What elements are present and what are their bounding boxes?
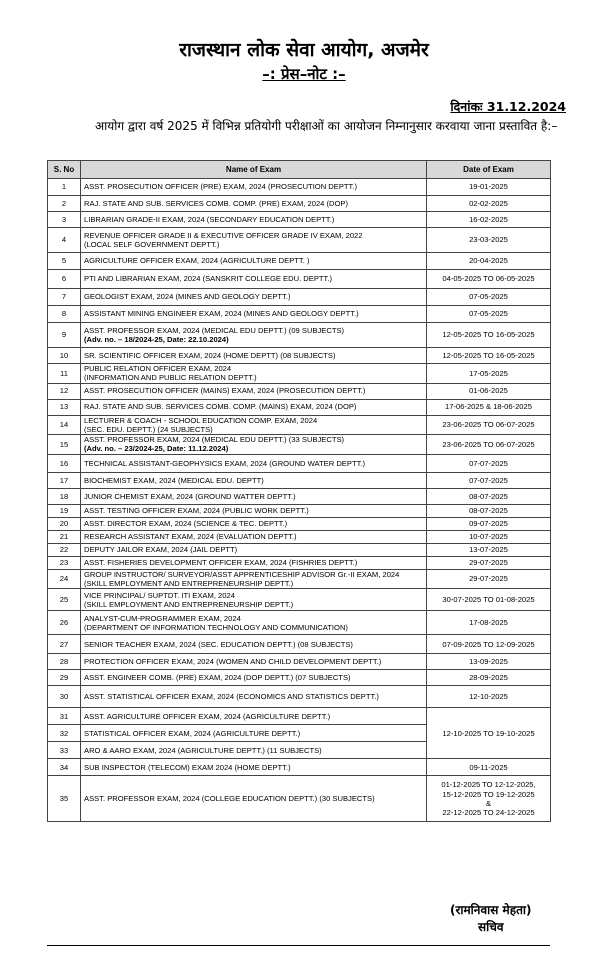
page-title: राजस्थान लोक सेवा आयोग, अजमेर — [179, 39, 429, 61]
exam-date-line: 23-06-2025 TO 06-07-2025 — [442, 439, 535, 449]
row-exam-name — [81, 399, 427, 415]
table-row — [48, 708, 551, 725]
row-sno: 7 — [48, 289, 81, 306]
row-exam-name — [81, 270, 427, 289]
row-exam-date — [427, 488, 551, 504]
row-sno: 16 — [48, 454, 81, 472]
row-sno: 27 — [48, 635, 81, 654]
row-exam-name — [81, 686, 427, 708]
row-exam-name — [81, 759, 427, 776]
exam-name-line: GEOLOGIST EXAM, 2024 (MINES AND GEOLOGY DEPTT.) — [84, 292, 291, 302]
signatory-designation: सचिव — [477, 920, 504, 934]
table-row — [48, 517, 551, 530]
exam-date-line: 02-02-2025 — [469, 198, 508, 208]
exam-name-line: ARO & AARO EXAM, 2024 (AGRICULTURE DEPTT.) (11 SUBJECTS) — [84, 745, 322, 755]
row-sno: 17 — [48, 472, 81, 488]
exam-date-line: 07-07-2025 — [469, 475, 508, 485]
exam-name-line: TECHNICAL ASSISTANT-GEOPHYSICS EXAM, 2024 (GROUND WATER DEPTT.) — [84, 458, 366, 468]
row-exam-date — [427, 435, 551, 455]
row-sno: 4 — [48, 228, 81, 253]
row-exam-date — [427, 635, 551, 654]
row-sno: 6 — [48, 270, 81, 289]
row-exam-date — [427, 686, 551, 708]
exam-name-line: JUNIOR CHEMIST EXAM, 2024 (GROUND WATTER DEPTT.) — [84, 491, 296, 501]
exam-name-line: ASST. FISHERIES DEVELOPMENT OFFICER EXAM, 2024 (FISHRIES DEPTT.) — [84, 558, 358, 568]
exam-date-line: 28-09-2025 — [469, 673, 508, 683]
exam-date-line: 08-07-2025 — [469, 506, 508, 516]
exam-name-line: PTI AND LIBRARIAN EXAM, 2024 (SANSKRIT COLLEGE EDU. DEPTT.) — [84, 274, 332, 284]
table-row — [48, 348, 551, 364]
header-exam-date: Date of Exam — [427, 161, 551, 179]
table-row — [48, 306, 551, 323]
exam-name-line: (SEC. EDU. DEPTT.) (24 SUBJECTS) — [84, 424, 213, 434]
exam-name-line: SUB INSPECTOR (TELECOM) EXAM 2024 (HOME DEPTT.) — [84, 762, 291, 772]
row-sno: 18 — [48, 488, 81, 504]
exam-date-line: 07-05-2025 — [469, 309, 508, 319]
row-sno: 15 — [48, 435, 81, 455]
row-exam-name — [81, 435, 427, 455]
table-row — [48, 323, 551, 348]
table-row — [48, 589, 551, 611]
exam-name-line: ASST. PROSECUTION OFFICER (PRE) EXAM, 2024 (PROSECUTION DEPTT.) — [84, 182, 357, 192]
exam-date-line: 07-05-2025 — [469, 292, 508, 302]
header-exam-name: Name of Exam — [81, 161, 427, 179]
exam-name-line: BIOCHEMIST EXAM, 2024 (MEDICAL EDU. DEPTT) — [84, 475, 264, 485]
row-sno: 29 — [48, 670, 81, 686]
row-exam-name — [81, 569, 427, 589]
row-sno: 5 — [48, 253, 81, 270]
row-sno: 14 — [48, 415, 81, 435]
table-header-row — [48, 161, 551, 179]
row-sno: 23 — [48, 556, 81, 569]
exam-name-line: (LOCAL SELF GOVERNMENT DEPTT.) — [84, 240, 220, 249]
exam-name-line: LECTURER & COACH - SCHOOL EDUCATION COMP. EXAM, 2024 — [84, 415, 318, 425]
exam-date-line: 12-10-2025 TO 19-10-2025 — [442, 728, 535, 738]
row-sno: 20 — [48, 517, 81, 530]
row-exam-name — [81, 323, 427, 348]
row-exam-name — [81, 253, 427, 270]
row-exam-name — [81, 415, 427, 435]
row-exam-name — [81, 556, 427, 569]
signature-block — [450, 902, 532, 936]
exam-date-line: 10-07-2025 — [469, 532, 508, 542]
row-exam-date — [427, 589, 551, 611]
table-row — [48, 635, 551, 654]
exam-name-line: RAJ. STATE AND SUB. SERVICES COMB. COMP. (MAINS) EXAM, 2024 (DOP) — [84, 402, 357, 412]
exam-name-line: PROTECTION OFFICER EXAM, 2024 (WOMEN AND CHILD DEVELOPMENT DEPTT.) — [84, 657, 382, 667]
row-sno: 33 — [48, 742, 81, 759]
exam-date-line: 23-03-2025 — [469, 235, 508, 245]
signatory-name: (रामनिवास मेहता) — [450, 903, 532, 917]
exam-date-line: 01-12-2025 TO 12-12-2025, — [441, 780, 536, 790]
exam-name-line: ASSISTANT MINING ENGINEER EXAM, 2024 (MINES AND GEOLOGY DEPTT.) — [84, 309, 359, 319]
notice-date: दिनांकः 31.12.2024 — [450, 99, 566, 114]
exam-name-line: ASST. PROSECUTION OFFICER (MAINS) EXAM, 2024 (PROSECUTION DEPTT.) — [84, 386, 366, 396]
row-exam-name — [81, 504, 427, 517]
row-sno: 22 — [48, 543, 81, 556]
exam-date-line: 12-05-2025 TO 16-05-2025 — [442, 350, 535, 360]
row-sno: 26 — [48, 611, 81, 635]
row-exam-date — [427, 611, 551, 635]
row-exam-date — [427, 179, 551, 196]
row-sno: 19 — [48, 504, 81, 517]
row-exam-name — [81, 776, 427, 822]
row-sno: 31 — [48, 708, 81, 725]
exam-date-line: 07-09-2025 TO 12-09-2025 — [442, 639, 535, 649]
row-exam-name — [81, 517, 427, 530]
row-exam-name — [81, 708, 427, 725]
row-sno: 12 — [48, 383, 81, 399]
row-exam-date — [427, 708, 551, 759]
exam-name-line: SR. SCIENTIFIC OFFICER EXAM, 2024 (HOME DEPTT) (08 SUBJECTS) — [84, 350, 336, 360]
row-exam-date — [427, 415, 551, 435]
row-sno: 28 — [48, 654, 81, 670]
row-exam-date — [427, 348, 551, 364]
table-row — [48, 415, 551, 435]
exam-date-line: 12-10-2025 — [469, 692, 508, 702]
row-sno: 9 — [48, 323, 81, 348]
exam-date-line: 20-04-2025 — [469, 256, 508, 266]
row-exam-name — [81, 212, 427, 228]
row-sno: 1 — [48, 179, 81, 196]
row-sno: 13 — [48, 399, 81, 415]
row-sno: 3 — [48, 212, 81, 228]
exam-date-line: 17-05-2025 — [469, 368, 508, 378]
row-sno: 10 — [48, 348, 81, 364]
row-sno: 2 — [48, 196, 81, 212]
table-row — [48, 686, 551, 708]
row-exam-name — [81, 228, 427, 253]
exam-date-line: 23-06-2025 TO 06-07-2025 — [442, 420, 535, 430]
row-sno: 24 — [48, 569, 81, 589]
row-exam-date — [427, 670, 551, 686]
row-sno: 35 — [48, 776, 81, 822]
row-exam-name — [81, 589, 427, 611]
row-exam-date — [427, 530, 551, 543]
table-row — [48, 611, 551, 635]
header-sno: S. No — [48, 161, 81, 179]
exam-name-line: VICE PRINCIPAL/ SUPTDT. ITI EXAM, 2024 — [84, 590, 235, 600]
row-exam-name — [81, 742, 427, 759]
exam-date-line: 12-05-2025 TO 16-05-2025 — [442, 330, 535, 340]
exam-date-line: 19-01-2025 — [469, 182, 508, 192]
exam-name-line: ASST. PROFESSOR EXAM, 2024 (MEDICAL EDU DEPTT.) (09 SUBJECTS) — [84, 325, 345, 335]
exam-name-line: ASST. PROFESSOR EXAM, 2024 (COLLEGE EDUCATION DEPTT.) (30 SUBJECTS) — [84, 794, 375, 804]
table-row — [48, 228, 551, 253]
row-exam-date — [427, 654, 551, 670]
press-note-subtitle: –: प्रेस–नोट :– — [262, 65, 346, 83]
exam-name-line: ASST. TESTING OFFICER EXAM, 2024 (PUBLIC WORK DEPTT.) — [84, 506, 309, 516]
exam-date-line: 07-07-2025 — [469, 458, 508, 468]
row-exam-name — [81, 196, 427, 212]
exam-name-line: ASST. DIRECTOR EXAM, 2024 (SCIENCE & TEC. DEPTT.) — [84, 519, 288, 529]
exam-name-line: (DEPARTMENT OF INFORMATION TECHNOLOGY AND COMMUNICATION) — [84, 622, 348, 632]
table-row — [48, 364, 551, 384]
row-sno: 34 — [48, 759, 81, 776]
row-exam-name — [81, 179, 427, 196]
row-exam-date — [427, 454, 551, 472]
exam-name-line: ASST. PROFESSOR EXAM, 2024 (MEDICAL EDU DEPTT.) (33 SUBJECTS) — [84, 435, 345, 445]
exam-date-line: 17-06-2025 & 18-06-2025 — [445, 402, 532, 412]
row-exam-name — [81, 364, 427, 384]
exam-name-line: ANALYST-CUM-PROGRAMMER EXAM, 2024 — [84, 613, 241, 623]
table-row — [48, 488, 551, 504]
exam-name-line: RAJ. STATE AND SUB. SERVICES COMB. COMP. (PRE) EXAM, 2024 (DOP) — [84, 198, 349, 208]
row-exam-date — [427, 212, 551, 228]
table-row — [48, 270, 551, 289]
table-row — [48, 504, 551, 517]
row-exam-date — [427, 776, 551, 822]
table-row — [48, 289, 551, 306]
exam-date-line: 09-07-2025 — [469, 519, 508, 529]
advertisement-note: (Adv. no. – 18/2024-25, Date: 22.10.2024) — [84, 335, 229, 344]
table-row — [48, 435, 551, 455]
exam-name-line: (SKILL EMPLOYMENT AND ENTREPRENEURSHIP DEPTT.) — [84, 579, 294, 589]
table-row — [48, 454, 551, 472]
row-sno: 8 — [48, 306, 81, 323]
table-row — [48, 569, 551, 589]
exam-name-line: STATISTICAL OFFICER EXAM, 2024 (AGRICULTURE DEPTT.) — [84, 728, 301, 738]
table-row — [48, 196, 551, 212]
exam-date-line: 01-06-2025 — [469, 386, 508, 396]
row-exam-name — [81, 611, 427, 635]
exam-date-line: 29-07-2025 — [469, 558, 508, 568]
row-exam-name — [81, 654, 427, 670]
row-exam-date — [427, 543, 551, 556]
exam-name-line: GROUP INSTRUCTOR/ SURVEYOR/ASST APPRENTICESHIP ADVISOR Gr.-II EXAM, 2024 — [84, 569, 400, 579]
exam-name-line: (INFORMATION AND PUBLIC RELATION DEPTT.) — [84, 373, 257, 383]
exam-date-line: 17-08-2025 — [469, 618, 508, 628]
exam-name-line: AGRICULTURE OFFICER EXAM, 2024 (AGRICULTURE DEPTT. ) — [84, 256, 310, 266]
table-row — [48, 179, 551, 196]
row-exam-date — [427, 270, 551, 289]
row-exam-date — [427, 306, 551, 323]
exam-date-line: 13-09-2025 — [469, 657, 508, 667]
table-row — [48, 472, 551, 488]
table-row — [48, 654, 551, 670]
table-row — [48, 543, 551, 556]
exam-date-line: 30-07-2025 TO 01-08-2025 — [442, 595, 535, 605]
exam-date-line: 22-12-2025 TO 24-12-2025 — [442, 808, 535, 818]
row-exam-name — [81, 725, 427, 742]
row-exam-date — [427, 253, 551, 270]
exam-date-line: 29-07-2025 — [469, 574, 508, 584]
row-sno: 25 — [48, 589, 81, 611]
row-sno: 30 — [48, 686, 81, 708]
row-sno: 11 — [48, 364, 81, 384]
row-exam-date — [427, 569, 551, 589]
row-exam-name — [81, 348, 427, 364]
exam-name-line: REVENUE OFFICER GRADE II & EXECUTIVE OFFICER GRADE IV EXAM, 2022 — [84, 230, 363, 240]
exam-date-line: 13-07-2025 — [469, 545, 508, 555]
exam-date-line: 08-07-2025 — [469, 491, 508, 501]
row-exam-name — [81, 454, 427, 472]
row-exam-date — [427, 399, 551, 415]
row-exam-date — [427, 289, 551, 306]
row-exam-name — [81, 530, 427, 543]
exam-name-line: SENIOR TEACHER EXAM, 2024 (SEC. EDUCATION DEPTT.) (08 SUBJECTS) — [84, 639, 353, 649]
row-exam-date — [427, 472, 551, 488]
row-exam-name — [81, 289, 427, 306]
table-row — [48, 383, 551, 399]
intro-paragraph: आयोग द्वारा वर्ष 2025 में विभिन्न प्रतियोगी परीक्षाओं का आयोजन निम्नानुसार करवाया जाना प्रस्तावित है:– — [95, 119, 558, 133]
row-exam-date — [427, 383, 551, 399]
exam-name-line: ASST. ENGINEER COMB. (PRE) EXAM, 2024 (DOP DEPTT.) (07 SUBJECTS) — [84, 673, 351, 683]
row-exam-date — [427, 517, 551, 530]
exam-date-line: 16-02-2025 — [469, 214, 508, 224]
table-row — [48, 556, 551, 569]
exam-name-line: DEPUTY JAILOR EXAM, 2024 (JAIL DEPTT) — [84, 545, 238, 555]
table-row — [48, 670, 551, 686]
row-exam-date — [427, 504, 551, 517]
row-exam-name — [81, 635, 427, 654]
table-row — [48, 399, 551, 415]
advertisement-note: (Adv. no. – 23/2024-25, Date: 11.12.2024) — [84, 444, 229, 454]
exam-name-line: (SKILL EMPLOYMENT AND ENTREPRENEURSHIP DEPTT.) — [84, 599, 294, 609]
row-exam-name — [81, 306, 427, 323]
table-row — [48, 212, 551, 228]
exam-name-line: PUBLIC RELATION OFFICER EXAM, 2024 — [84, 364, 232, 373]
table-row — [48, 530, 551, 543]
exam-name-line: ASST. AGRICULTURE OFFICER EXAM, 2024 (AGRICULTURE DEPTT.) — [84, 711, 331, 721]
table-row — [48, 759, 551, 776]
exam-name-line: ASST. STATISTICAL OFFICER EXAM, 2024 (ECONOMICS AND STATISTICS DEPTT.) — [84, 692, 379, 702]
row-exam-date — [427, 556, 551, 569]
exam-date-line: 04-05-2025 TO 06-05-2025 — [442, 274, 535, 284]
row-exam-date — [427, 196, 551, 212]
row-sno: 32 — [48, 725, 81, 742]
exam-name-line: RESEARCH ASSISTANT EXAM, 2024 (EVALUATION DEPTT.) — [84, 532, 297, 542]
row-exam-name — [81, 670, 427, 686]
exam-date-line: 09-11-2025 — [469, 762, 508, 772]
row-exam-name — [81, 383, 427, 399]
exam-schedule-table — [47, 160, 551, 822]
row-exam-name — [81, 543, 427, 556]
exam-name-line: LIBRARIAN GRADE-II EXAM, 2024 (SECONDARY EDUCATION DEPTT.) — [84, 214, 335, 224]
row-exam-date — [427, 759, 551, 776]
footer-divider — [47, 945, 550, 946]
row-sno: 21 — [48, 530, 81, 543]
exam-date-line: & — [485, 798, 492, 808]
table-row — [48, 776, 551, 822]
exam-date-line: 15-12-2025 TO 19-12-2025 — [442, 789, 535, 799]
row-exam-date — [427, 228, 551, 253]
row-exam-name — [81, 472, 427, 488]
row-exam-name — [81, 488, 427, 504]
row-exam-date — [427, 323, 551, 348]
row-exam-date — [427, 364, 551, 384]
table-row — [48, 253, 551, 270]
